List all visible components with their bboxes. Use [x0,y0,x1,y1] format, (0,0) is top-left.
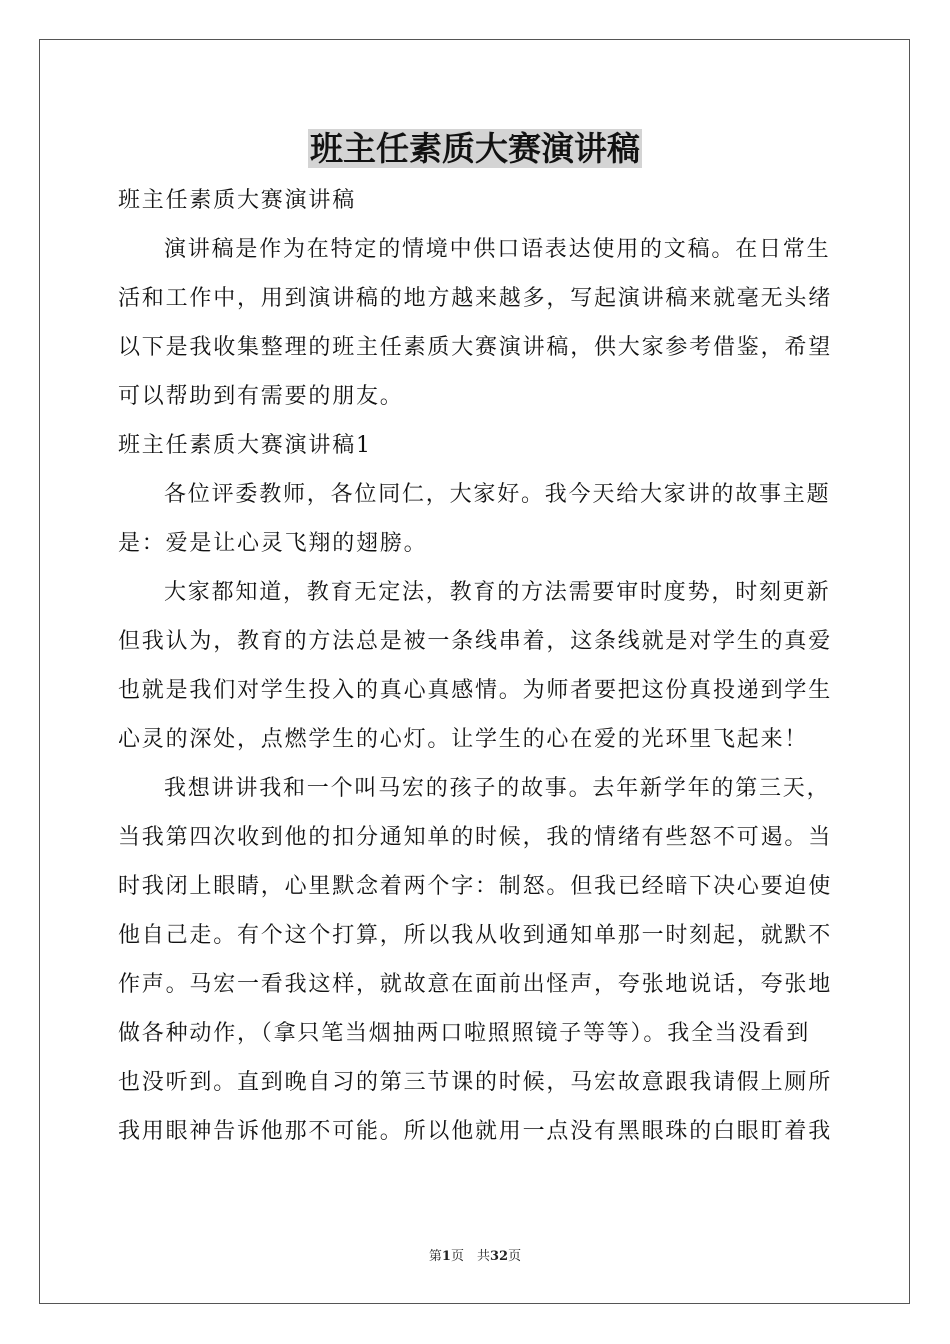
footer-total-pages: 32 [489,1249,509,1264]
heading-line: 班主任素质大赛演讲稿 [118,188,357,213]
paragraph [118,764,834,1156]
section-heading [118,176,834,225]
paragraph [118,225,834,421]
paragraph [118,568,834,764]
paragraph-line: 是：爱是让心灵飞翔的翅膀。 [118,531,428,556]
section-heading [118,421,834,470]
footer-mid: 页 共 [450,1249,490,1264]
page-footer [0,1247,950,1267]
document-body [118,176,834,1156]
paragraph-line: 我用眼神告诉他那不可能。所以他就用一点没有黑眼珠的白眼盯着我 [118,1119,833,1144]
paragraph-line: 也就是我们对学生投入的真心真感情。为师者要把这份真投递到学生 [118,678,833,703]
paragraph-line: 大家都知道，教育无定法，教育的方法需要审时度势，时刻更新 [164,580,831,605]
paragraph-line: 也没听到。直到晚自习的第三节课的时候，马宏故意跟我请假上厕所 [118,1070,833,1095]
footer-prefix: 第 [428,1249,442,1264]
paragraph-line: 活和工作中，用到演讲稿的地方越来越多，写起演讲稿来就毫无头绪 [118,286,833,311]
paragraph-line: 心灵的深处，点燃学生的心灯。让学生的心在爱的光环里飞起来！ [118,727,809,752]
paragraph-line: 演讲稿是作为在特定的情境中供口语表达使用的文稿。在日常生 [164,237,831,262]
document-title [0,126,950,172]
heading-line: 班主任素质大赛演讲稿1 [118,433,372,458]
paragraph-line: 当我第四次收到他的扣分通知单的时候，我的情绪有些怒不可遏。当 [118,825,833,850]
paragraph-line: 可以帮助到有需要的朋友。 [118,384,404,409]
paragraph-line: 但我认为，教育的方法总是被一条线串着，这条线就是对学生的真爱 [118,629,833,654]
paragraph-line: 以下是我收集整理的班主任素质大赛演讲稿，供大家参考借鉴，希望 [118,335,833,360]
paragraph-line: 作声。马宏一看我这样，就故意在面前出怪声，夸张地说话，夸张地 [118,972,833,997]
paragraph-line: 我想讲讲我和一个叫马宏的孩子的故事。去年新学年的第三天， [164,776,831,801]
paragraph-line: 做各种动作，（拿只笔当烟抽两口啦照照镜子等等）。我全当没看到 [118,1021,811,1046]
footer-suffix: 页 [508,1249,522,1264]
paragraph-line: 各位评委教师，各位同仁，大家好。我今天给大家讲的故事主题 [164,482,831,507]
document-title-text: 班主任素质大赛演讲稿 [310,129,640,168]
footer-page-number: 1 [441,1249,451,1264]
paragraph-line: 时我闭上眼睛，心里默念着两个字：制怒。但我已经暗下决心要迫使 [118,874,833,899]
paragraph [118,470,834,568]
paragraph-line: 他自己走。有个这个打算，所以我从收到通知单那一时刻起，就默不 [118,923,833,948]
